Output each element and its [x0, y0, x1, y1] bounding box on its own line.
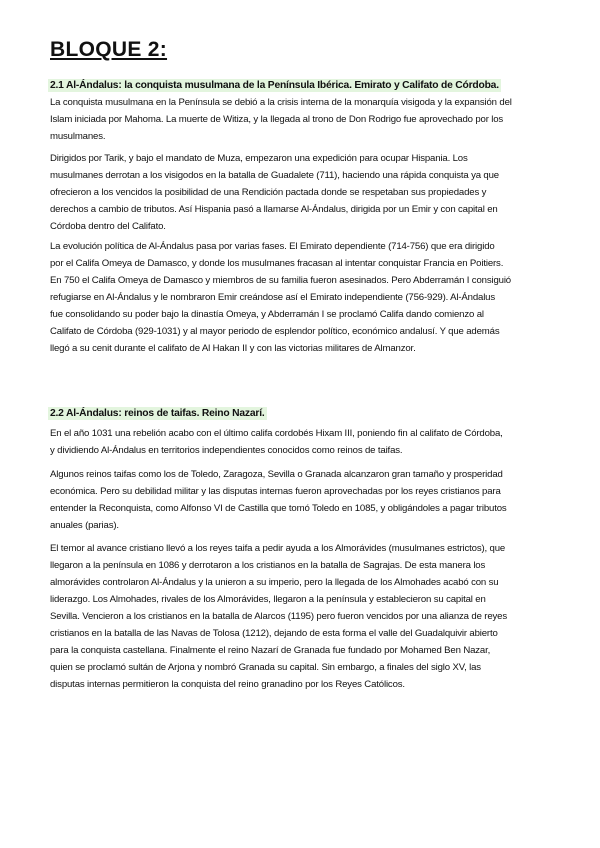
- text-line: Dirigidos por Tarik, y bajo el mandato de Muza, empezaron una expedición para ocupar Hispania. Los: [50, 153, 468, 164]
- paragraph: [50, 425, 503, 459]
- text-line: En el año 1031 una rebelión acabo con el último califa cordobés Hixam III, poniendo fin al califato de Córdoba,: [50, 428, 503, 439]
- text-line: por el Califa Omeya de Damasco, y donde los musulmanes fracasan al intentar conquistar Francia en Poitiers.: [50, 258, 504, 269]
- text-line: En 750 el Califa Omeya de Damasco y miembros de su familia fueron asesinados. Pero Abderramán I consiguió: [50, 275, 511, 286]
- section-heading: 2.2 Al-Ándalus: reinos de taifas. Reino Nazarí.: [50, 408, 265, 419]
- text-line: almorávides controlaron Al-Ándalus y la unieron a su imperio, pero la llegada de los Almohades acabó con su: [50, 577, 499, 588]
- text-line: derechos a cambio de tributos. Así Hispania pasó a llamarse Al-Ándalus, dirigida por un Emir y con capital en: [50, 204, 498, 215]
- paragraph: [50, 466, 507, 534]
- text-line: llegaron a la península en 1086 y derrotaron a los cristianos en la batalla de Sagrajas. De esta manera los: [50, 560, 486, 571]
- text-line: liderazgo. Los Almohades, rivales de los Almorávides, llegaron a la península y establecieron su capital en: [50, 594, 486, 605]
- text-line: económica. Pero su debilidad militar y las disputas internas fueron aprovechadas por los reyes cristianos para: [50, 486, 501, 497]
- text-line: El temor al avance cristiano llevó a los reyes taifa a pedir ayuda a los Almorávides (musulmanes estrictos), que: [50, 543, 506, 554]
- text-line: Algunos reinos taifas como los de Toledo, Zaragoza, Sevilla o Granada alcanzaron gran tamaño y prosperidad: [50, 469, 503, 480]
- paragraph: [50, 540, 507, 693]
- text-line: anuales (parias).: [50, 520, 119, 531]
- text-line: disputas internas permitieron la conquista del reino granadino por los Reyes Católicos.: [50, 679, 405, 690]
- document-title: BLOQUE 2:: [50, 38, 168, 61]
- text-line: Islam iniciada por Mahoma. La muerte de Witiza, y la llegada al trono de Don Rodrigo fue aprovechado por los: [50, 114, 504, 125]
- paragraph: [50, 238, 511, 357]
- text-line: ofrecieron a los vencidos la posibilidad de una Rendición pactada donde se respetaban sus propiedades y: [50, 187, 487, 198]
- text-line: llegó a su cenit durante el califato de Al Hakan II y con las victorias militares de Almanzor.: [50, 343, 416, 354]
- text-line: entender la Reconquista, como Alfonso VI de Castilla que tomó Toledo en 1085, y obligándoles a pagar tributos: [50, 503, 507, 514]
- text-line: fue consolidando su poder bajo la dinastía Omeya, y Abderramán I se proclamó Califa dando comienzo al: [50, 309, 484, 320]
- text-line: musulmanes.: [50, 131, 106, 142]
- text-line: y dividiendo Al-Ándalus en territorios independientes conocidos como reinos de taifas.: [50, 445, 403, 456]
- paragraph: [50, 150, 499, 235]
- text-line: musulmanes derrotan a los visigodos en la batalla de Guadalete (711), haciendo una rápida conquista ya que: [50, 170, 499, 181]
- text-line: La conquista musulmana en la Península se debió a la crisis interna de la monarquía visigoda y la expansión del: [50, 97, 512, 108]
- section-heading: 2.1 Al-Ándalus: la conquista musulmana de la Península Ibérica. Emirato y Califato de Córdoba.: [50, 80, 499, 91]
- text-line: refugiarse en Al-Ándalus y le nombraron Emir creándose así el Emirato independiente (756-929). Al-Ándalus: [50, 292, 496, 303]
- paragraph: [50, 94, 512, 145]
- text-line: Córdoba dentro del Califato.: [50, 221, 166, 232]
- text-line: Califato de Córdoba (929-1031) y al mayor periodo de esplendor político, económico andalusí. Y que además: [50, 326, 500, 337]
- text-line: Sevilla. Vencieron a los cristianos en la batalla de Alarcos (1195) pero fueron vencidos por una alianza de reyes: [50, 611, 507, 622]
- text-line: La evolución política de Al-Ándalus pasa por varias fases. El Emirato dependiente (714-756) que era dirigido: [50, 241, 495, 252]
- text-line: para la conquista castellana. Finalmente el reino Nazarí de Granada fue fundado por Mohamed Ben Nazar,: [50, 645, 491, 656]
- text-line: cristianos en la batalla de las Navas de Tolosa (1212), dejando de esta forma el valle del Guadalquivir abierto: [50, 628, 498, 639]
- text-line: quien se proclamó sultán de Arjona y nombró Granada su capital. Sin embargo, a finales del siglo XV, las: [50, 662, 481, 673]
